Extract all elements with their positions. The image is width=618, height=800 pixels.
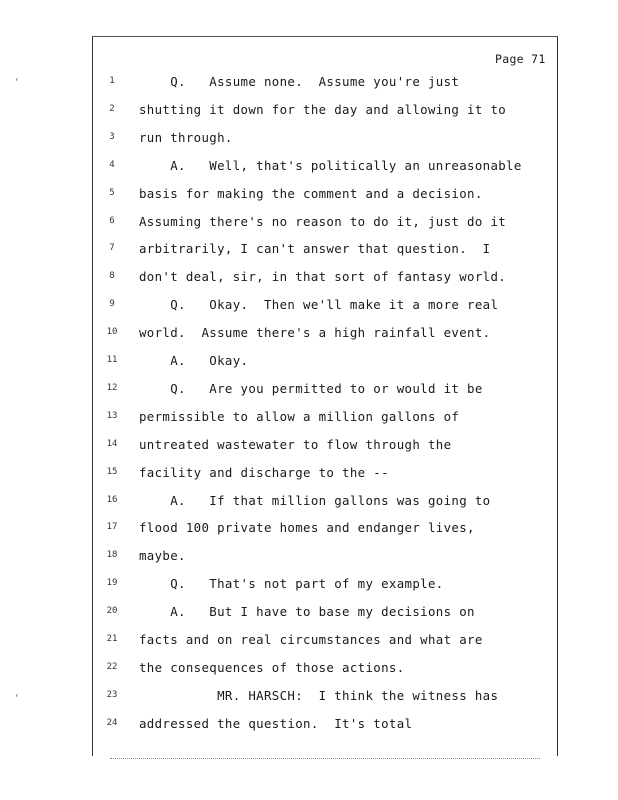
line-number: 13 — [106, 410, 118, 421]
line-number: 17 — [106, 522, 118, 533]
transcript-line: Q. Are you permitted to or would it be — [139, 380, 483, 396]
line-number: 14 — [106, 438, 118, 449]
line-number: 15 — [106, 466, 118, 477]
transcript-line: don't deal, sir, in that sort of fantasy world. — [139, 269, 507, 285]
transcript-line: basis for making the comment and a decision. — [139, 185, 483, 201]
line-number: 4 — [109, 159, 115, 170]
transcript-line: flood 100 private homes and endanger lives, — [139, 520, 475, 536]
line-number: 9 — [109, 299, 115, 310]
transcript-line: world. Assume there's a high rainfall event. — [139, 325, 491, 341]
line-number: 7 — [109, 243, 115, 254]
line-number: 24 — [106, 717, 118, 728]
line-number: 22 — [106, 661, 118, 672]
transcript-line: shutting it down for the day and allowing it to — [139, 101, 507, 117]
transcript-line: maybe. — [139, 548, 186, 564]
line-number: 20 — [106, 606, 118, 617]
transcript-line: A. Well, that's politically an unreasonable — [139, 157, 522, 173]
line-number: 2 — [109, 103, 115, 114]
transcript-line: Q. Assume none. Assume you're just — [139, 74, 460, 89]
transcript-line: permissible to allow a million gallons of — [139, 408, 460, 424]
line-number: 5 — [109, 187, 115, 198]
transcript-line: the consequences of those actions. — [139, 659, 405, 675]
transcript-line: Q. That's not part of my example. — [139, 576, 444, 592]
transcript-line: run through. — [139, 129, 233, 145]
transcript-line: Assuming there's no reason to do it, just do it — [139, 213, 507, 229]
transcript-line: arbitrarily, I can't answer that question. I — [139, 241, 491, 257]
line-number: 6 — [109, 215, 115, 226]
transcript-line: facts and on real circumstances and what are — [139, 632, 483, 647]
line-number: 1 — [109, 76, 115, 86]
transcript-line: untreated wastewater to flow through the — [139, 436, 452, 452]
line-number: 21 — [106, 634, 118, 644]
margin-mark-top: ‘ — [14, 78, 20, 88]
margin-mark-bottom: ‘ — [14, 694, 20, 704]
line-number: 10 — [106, 327, 118, 338]
transcript-line: addressed the question. It's total — [139, 715, 413, 731]
bottom-rule — [110, 758, 540, 761]
line-number: 19 — [106, 578, 118, 589]
line-number: 23 — [106, 689, 118, 700]
line-number: 18 — [106, 550, 118, 561]
line-number: 16 — [106, 494, 118, 505]
transcript-line: A. Okay. — [139, 353, 249, 368]
line-number: 8 — [109, 271, 115, 282]
transcript-line: A. But I have to base my decisions on — [139, 604, 475, 620]
line-number: 3 — [109, 131, 115, 142]
transcript-line: MR. HARSCH: I think the witness has — [139, 687, 499, 703]
line-number: 12 — [106, 382, 118, 393]
transcript-line: Q. Okay. Then we'll make it a more real — [139, 297, 499, 313]
line-number: 11 — [106, 355, 118, 365]
transcript-line: facility and discharge to the -- — [139, 464, 389, 480]
transcript-line: A. If that million gallons was going to — [139, 492, 491, 508]
page-number: Page 71 — [495, 52, 546, 66]
